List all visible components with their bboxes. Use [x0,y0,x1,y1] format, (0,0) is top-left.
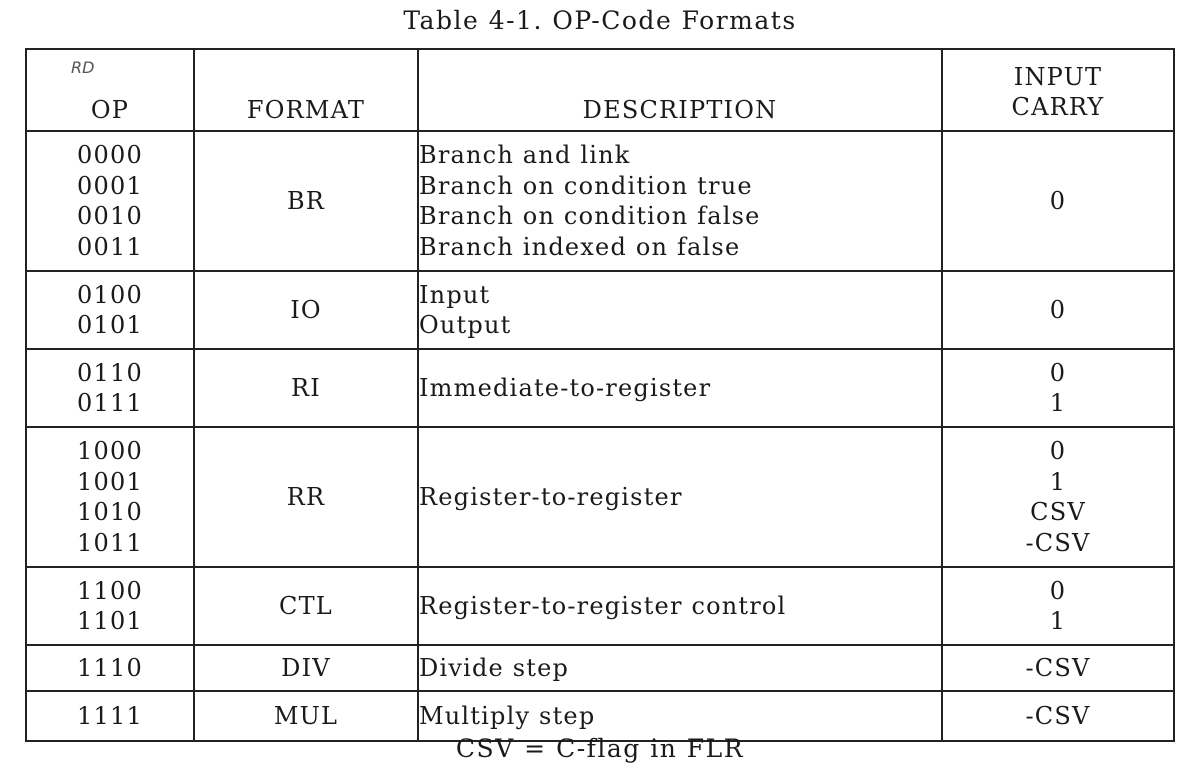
op-code: 1010 [77,498,143,526]
description-line: Branch on condition false [419,202,761,230]
input-carry-cell [942,349,1174,427]
op-code: 1000 [77,437,143,465]
format-cell: CTL [194,567,418,645]
carry-value: 0 [1049,576,1067,605]
op-code: 1011 [77,528,143,557]
carry-value: 1 [1049,389,1067,417]
description-cell [418,131,942,271]
carry-value: -CSV [1025,653,1091,682]
carry-value: 0 [1049,358,1067,387]
op-code: 1100 [77,576,143,605]
header-input-carry [942,49,1174,131]
table-caption: Table 4-1. OP-Code Formats [403,6,797,35]
op-codes-cell [26,131,194,271]
op-code: 0101 [77,311,143,339]
input-carry-cell [942,271,1174,349]
op-code: 0110 [77,358,143,387]
format-cell: MUL [194,691,418,741]
op-codes-cell [26,349,194,427]
carry-value: -CSV [1025,528,1091,557]
carry-value: 0 [1049,186,1067,215]
header-op-label: OP [90,96,130,124]
op-code: 1001 [77,467,143,496]
header-description: DESCRIPTION [418,49,942,131]
header-op [26,49,194,131]
carry-value: 0 [1049,437,1067,465]
op-code: 1110 [77,653,143,682]
carry-value: -CSV [1025,701,1091,730]
header-row [26,49,1174,131]
carry-value: 1 [1049,467,1067,496]
header-carry-line2: CARRY [1011,93,1105,121]
carry-value: 1 [1049,607,1067,635]
table-row [26,645,1174,691]
carry-value: CSV [1030,498,1086,526]
format-cell: RI [194,349,418,427]
table-row [26,271,1174,349]
op-codes-cell [26,567,194,645]
description-line: Register-to-register [419,482,683,511]
format-cell: BR [194,131,418,271]
op-code: 1111 [77,701,143,730]
description-line: Multiply step [419,701,596,730]
table-footnote: CSV = C-flag in FLR [455,734,745,763]
description-line: Divide step [419,653,570,682]
op-code: 1101 [77,607,143,635]
description-cell [418,271,942,349]
input-carry-cell [942,567,1174,645]
description-cell [418,567,942,645]
table-row [26,567,1174,645]
description-cell [418,427,942,567]
format-cell: IO [194,271,418,349]
table-row [26,427,1174,567]
input-carry-cell [942,427,1174,567]
op-code: 0010 [77,202,143,230]
description-cell [418,645,942,691]
format-cell: DIV [194,645,418,691]
description-line: Branch indexed on false [419,232,741,261]
op-codes-cell [26,645,194,691]
op-code: 0111 [77,389,143,417]
opcode-formats-table [25,48,1175,742]
input-carry-cell [942,131,1174,271]
input-carry-cell [942,645,1174,691]
carry-value: 0 [1049,295,1067,324]
table-row [26,349,1174,427]
format-cell: RR [194,427,418,567]
header-carry-line1: INPUT [1013,63,1103,91]
op-code: 0011 [77,232,143,261]
op-codes-cell [26,271,194,349]
header-format: FORMAT [194,49,418,131]
op-code: 0100 [77,280,143,309]
description-line: Branch and link [419,141,631,169]
table-row [26,131,1174,271]
op-code: 0001 [77,171,143,200]
description-line: Output [419,311,512,339]
op-code: 0000 [77,141,143,169]
description-line: Immediate-to-register [419,373,712,402]
description-line: Input [419,280,491,309]
handwritten-annotation: RD [71,58,95,77]
description-line: Register-to-register control [419,591,787,620]
description-cell [418,349,942,427]
description-line: Branch on condition true [419,171,753,200]
op-codes-cell [26,427,194,567]
